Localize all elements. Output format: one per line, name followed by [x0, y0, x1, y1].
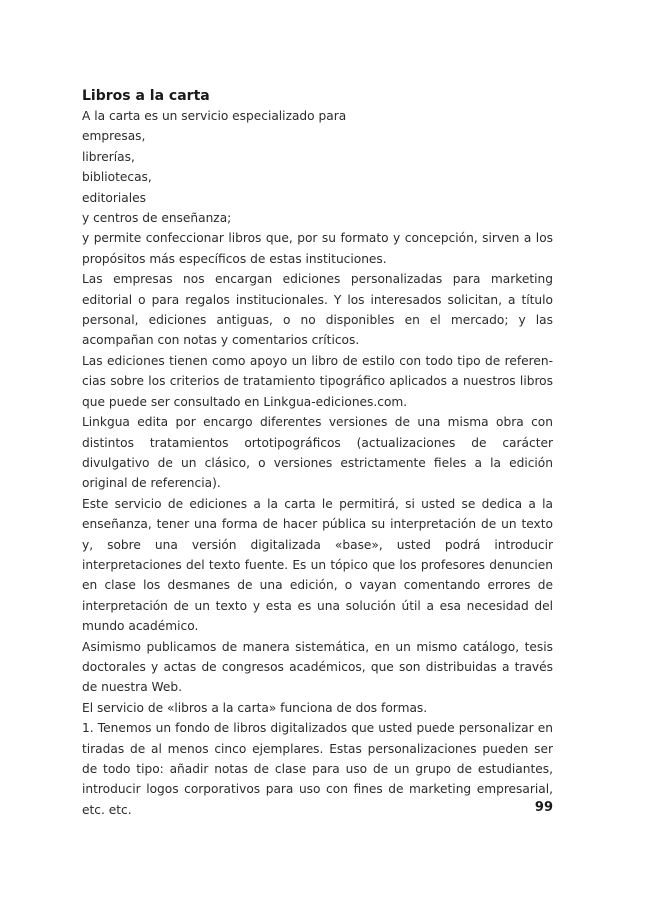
- list-item-bibliotecas: bibliotecas,: [82, 170, 152, 185]
- list-item-centros: y centros de enseñanza;: [82, 211, 232, 226]
- page-number: 99: [534, 800, 553, 815]
- list-item-editoriales: editoriales: [82, 190, 146, 205]
- paragraph: Las ediciones tienen como apoyo un libro de estilo con todo tipo de referencias sobre los criterios de tratamiento tipográfico aplicados a nuestros libros que puede ser consultado en Linkgua-ediciones.com.: [82, 353, 553, 409]
- list-item-empresas: empresas,: [82, 129, 146, 144]
- paragraph: y permite confeccionar libros que, por su formato y concepción, sirven a los propósitos más específicos de estas instituciones.: [82, 231, 553, 266]
- paragraph: Este servicio de ediciones a la carta le permitirá, si usted se dedica a la enseñanza, tener una forma de hacer pública su interpretación de un texto y, sobre una versión digitalizada «base», usted podrá introducir interpretaciones del texto fuente. Es un tópico que los profesores denuncien en clase los desmanes de una edición, o vayan comentando errores de interpretación de un texto y esta es una solución útil a esa necesidad del mundo académico.: [82, 496, 553, 634]
- list-item-librerias: librerías,: [82, 149, 135, 164]
- paragraph: Asimismo publicamos de manera sistemática, en un mismo catálogo, tesis doctorales y actas de congresos académicos, que son distribuidas a través de nuestra Web.: [82, 639, 553, 695]
- intro-line: A la carta es un servicio especializado para: [82, 109, 347, 123]
- paragraph: El servicio de «libros a la carta» funciona de dos formas.: [82, 700, 428, 715]
- section-title: Libros a la carta: [82, 88, 210, 104]
- page-body: [82, 86, 553, 820]
- paragraph: Linkgua edita por encargo diferentes versiones de una misma obra con distintos tratamientos ortotipográficos (actualizaciones de carácter divulgativo de un clásico, o versiones estrictamente fieles a la edición original de referencia).: [82, 415, 553, 491]
- paragraph: Las empresas nos encargan ediciones personalizadas para marketing editorial o para regalos institucionales. Y los interesados solicitan, a título personal, ediciones antiguas, o no disponibles en el mercado; y las acompañan con notas y comentarios críticos.: [82, 272, 553, 348]
- paragraph: 1. Tenemos un fondo de libros digitalizados que usted puede personalizar en tiradas de al menos cinco ejemplares. Estas personalizaciones pueden ser de todo tipo: añadir notas de clase para uso de un grupo de estudiantes, introducir logos corporativos para uso con fines de marketing empresarial, etc. etc.: [82, 721, 553, 817]
